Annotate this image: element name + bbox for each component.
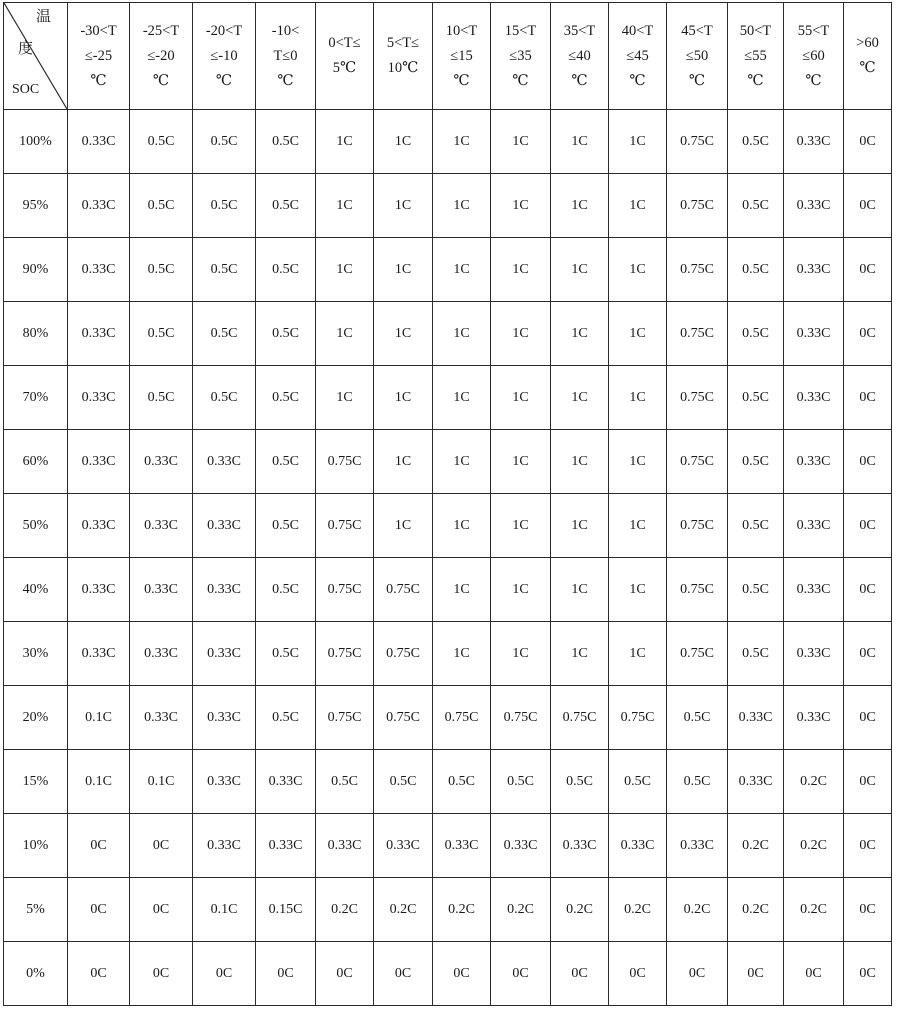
soc-cell: 80% xyxy=(4,302,68,366)
rate-cell: 0.5C xyxy=(667,750,728,814)
rate-cell: 1C xyxy=(433,494,491,558)
column-header-line: ≤40 xyxy=(568,47,591,64)
rate-cell: 0.5C xyxy=(193,302,256,366)
rate-cell: 0.33C xyxy=(784,558,844,622)
rate-cell: 0C xyxy=(68,942,130,1006)
rate-cell: 0C xyxy=(844,558,892,622)
rate-cell: 0.5C xyxy=(728,174,784,238)
column-header-10 xyxy=(609,3,667,110)
rate-cell: 0.75C xyxy=(609,686,667,750)
rate-cell: 0C xyxy=(844,494,892,558)
rate-cell: 0C xyxy=(130,878,193,942)
rate-cell: 0.2C xyxy=(784,814,844,878)
soc-cell: 20% xyxy=(4,686,68,750)
rate-cell: 0.2C xyxy=(667,878,728,942)
rate-cell: 1C xyxy=(374,430,433,494)
rate-cell: 1C xyxy=(609,174,667,238)
rate-cell: 0.75C xyxy=(433,686,491,750)
column-header-3 xyxy=(193,3,256,110)
column-header-line: 40<T xyxy=(621,22,654,39)
rate-cell: 1C xyxy=(551,302,609,366)
rate-cell: 0.75C xyxy=(667,494,728,558)
rate-cell: 0.33C xyxy=(130,686,193,750)
soc-cell: 100% xyxy=(4,110,68,174)
soc-cell: 60% xyxy=(4,430,68,494)
rate-cell: 1C xyxy=(433,430,491,494)
table-row xyxy=(4,814,892,878)
rate-cell: 0.5C xyxy=(728,430,784,494)
rate-cell: 0C xyxy=(844,366,892,430)
rate-cell: 0.2C xyxy=(551,878,609,942)
table-row xyxy=(4,174,892,238)
rate-cell: 0.5C xyxy=(256,622,316,686)
rate-cell: 0C xyxy=(130,814,193,878)
rate-cell: 1C xyxy=(433,302,491,366)
rate-cell: 0C xyxy=(844,686,892,750)
rate-cell: 0.33C xyxy=(609,814,667,878)
rate-cell: 0C xyxy=(844,430,892,494)
rate-cell: 0.33C xyxy=(784,686,844,750)
rate-cell: 0.5C xyxy=(728,622,784,686)
rate-cell: 0C xyxy=(551,942,609,1006)
soc-cell: 15% xyxy=(4,750,68,814)
rate-cell: 0.5C xyxy=(256,302,316,366)
rate-cell: 1C xyxy=(433,558,491,622)
column-header-line: T≤0 xyxy=(273,47,298,64)
rate-cell: 0.33C xyxy=(784,430,844,494)
rate-cell: 0.75C xyxy=(667,366,728,430)
rate-cell: 0.5C xyxy=(130,302,193,366)
rate-cell: 1C xyxy=(551,622,609,686)
rate-cell: 0.33C xyxy=(193,750,256,814)
column-header-line: ℃ xyxy=(512,72,529,89)
table-row xyxy=(4,494,892,558)
rate-cell: 0.2C xyxy=(316,878,374,942)
column-header-line: ℃ xyxy=(571,72,588,89)
soc-cell: 5% xyxy=(4,878,68,942)
rate-cell: 0C xyxy=(784,942,844,1006)
table-row xyxy=(4,110,892,174)
rate-cell: 0C xyxy=(844,110,892,174)
column-header-line: ≤45 xyxy=(626,47,649,64)
rate-cell: 0C xyxy=(844,942,892,1006)
rate-cell: 1C xyxy=(491,558,551,622)
column-header-7 xyxy=(433,3,491,110)
rate-cell: 1C xyxy=(374,238,433,302)
table-row xyxy=(4,878,892,942)
column-header-line: ≤-20 xyxy=(147,47,175,64)
rate-cell: 0.75C xyxy=(374,558,433,622)
rate-cell: 0.75C xyxy=(667,302,728,366)
rate-cell: 1C xyxy=(609,110,667,174)
column-header-line: >60 xyxy=(856,35,879,51)
column-header-line: ℃ xyxy=(453,72,470,89)
rate-cell: 0.75C xyxy=(316,686,374,750)
column-header-line: ℃ xyxy=(215,72,233,89)
rate-cell: 0C xyxy=(844,750,892,814)
rate-cell: 0.33C xyxy=(374,814,433,878)
column-header-line: ℃ xyxy=(277,72,294,89)
column-header-line: 55<T xyxy=(797,22,830,39)
rate-cell: 0.5C xyxy=(130,238,193,302)
column-header-11 xyxy=(667,3,728,110)
rate-cell: 0.33C xyxy=(784,110,844,174)
rate-cell: 1C xyxy=(609,622,667,686)
column-header-line: ≤55 xyxy=(744,47,767,64)
rate-cell: 0.5C xyxy=(433,750,491,814)
rate-cell: 0.75C xyxy=(667,622,728,686)
table-row xyxy=(4,558,892,622)
column-header-4 xyxy=(256,3,316,110)
column-header-line: -10< xyxy=(271,22,300,39)
rate-cell: 1C xyxy=(433,238,491,302)
soc-cell: 90% xyxy=(4,238,68,302)
rate-cell: 0.5C xyxy=(256,238,316,302)
rate-cell: 0.5C xyxy=(256,366,316,430)
rate-cell: 0.1C xyxy=(68,750,130,814)
column-header-line: 35<T xyxy=(563,22,596,39)
charge-rate-table xyxy=(3,2,892,1006)
rate-cell: 0.75C xyxy=(316,430,374,494)
rate-cell: 0.2C xyxy=(728,814,784,878)
corner-label-temperature-1: 温 xyxy=(35,7,51,25)
table-row xyxy=(4,750,892,814)
rate-cell: 0.33C xyxy=(68,238,130,302)
column-header-line: ℃ xyxy=(747,72,764,89)
column-header-line: ≤50 xyxy=(685,47,709,64)
rate-cell: 1C xyxy=(491,302,551,366)
rate-cell: 0.75C xyxy=(667,110,728,174)
rate-cell: 0.5C xyxy=(374,750,433,814)
rate-cell: 0.33C xyxy=(316,814,374,878)
rate-cell: 0.5C xyxy=(130,110,193,174)
column-header-6 xyxy=(374,3,433,110)
column-header-line: 5<T≤ xyxy=(386,35,420,51)
rate-cell: 1C xyxy=(609,494,667,558)
rate-cell: 0.33C xyxy=(784,302,844,366)
rate-cell: 0.33C xyxy=(551,814,609,878)
rate-cell: 0.33C xyxy=(728,686,784,750)
rate-cell: 1C xyxy=(491,110,551,174)
rate-cell: 0.5C xyxy=(491,750,551,814)
rate-cell: 0.5C xyxy=(130,366,193,430)
rate-cell: 0.5C xyxy=(551,750,609,814)
table-row xyxy=(4,238,892,302)
corner-label-soc: SOC xyxy=(12,82,40,97)
rate-cell: 1C xyxy=(316,110,374,174)
rate-cell: 0.33C xyxy=(256,814,316,878)
rate-cell: 1C xyxy=(609,238,667,302)
rate-cell: 0.33C xyxy=(784,174,844,238)
table-row xyxy=(4,622,892,686)
rate-cell: 0C xyxy=(130,942,193,1006)
table-body xyxy=(4,110,892,1006)
rate-cell: 0.5C xyxy=(667,686,728,750)
rate-cell: 0.75C xyxy=(551,686,609,750)
column-header-12 xyxy=(728,3,784,110)
rate-cell: 1C xyxy=(491,366,551,430)
rate-cell: 0.33C xyxy=(130,558,193,622)
rate-cell: 0.75C xyxy=(316,494,374,558)
rate-cell: 0.1C xyxy=(193,878,256,942)
soc-cell: 95% xyxy=(4,174,68,238)
column-header-line: -20<T xyxy=(205,22,243,39)
rate-cell: 0.75C xyxy=(316,622,374,686)
table-row xyxy=(4,430,892,494)
column-header-line: ℃ xyxy=(90,72,107,89)
rate-cell: 0.75C xyxy=(374,686,433,750)
column-header-line: ≤-25 xyxy=(84,47,113,64)
column-header-1 xyxy=(68,3,130,110)
rate-cell: 1C xyxy=(491,430,551,494)
rate-cell: 1C xyxy=(609,558,667,622)
rate-cell: 1C xyxy=(374,366,433,430)
rate-cell: 0C xyxy=(667,942,728,1006)
rate-cell: 0.5C xyxy=(256,110,316,174)
rate-cell: 0.33C xyxy=(784,622,844,686)
rate-cell: 0C xyxy=(374,942,433,1006)
rate-cell: 0.5C xyxy=(256,494,316,558)
rate-cell: 0C xyxy=(609,942,667,1006)
rate-cell: 0.33C xyxy=(193,430,256,494)
rate-cell: 0.33C xyxy=(68,110,130,174)
rate-cell: 1C xyxy=(433,110,491,174)
column-header-line: ℃ xyxy=(688,72,706,89)
rate-cell: 1C xyxy=(551,110,609,174)
rate-cell: 0.2C xyxy=(609,878,667,942)
rate-cell: 0.33C xyxy=(193,622,256,686)
column-header-9 xyxy=(551,3,609,110)
rate-cell: 1C xyxy=(551,174,609,238)
column-header-line: 45<T xyxy=(681,22,713,39)
rate-cell: 1C xyxy=(491,622,551,686)
column-header-line: ≤-10 xyxy=(210,47,238,64)
rate-cell: 0.5C xyxy=(256,686,316,750)
rate-cell: 0C xyxy=(844,302,892,366)
column-header-line: ℃ xyxy=(629,72,646,89)
rate-cell: 0.2C xyxy=(491,878,551,942)
rate-cell: 0.33C xyxy=(68,366,130,430)
column-header-line: ℃ xyxy=(859,60,876,76)
soc-cell: 70% xyxy=(4,366,68,430)
rate-cell: 0C xyxy=(68,878,130,942)
column-header-13 xyxy=(784,3,844,110)
rate-cell: 1C xyxy=(609,302,667,366)
soc-cell: 0% xyxy=(4,942,68,1006)
rate-cell: 0.33C xyxy=(130,622,193,686)
rate-cell: 0.5C xyxy=(728,558,784,622)
rate-cell: 0.33C xyxy=(68,558,130,622)
corner-header-cell xyxy=(4,3,68,110)
rate-cell: 0.2C xyxy=(374,878,433,942)
rate-cell: 1C xyxy=(609,430,667,494)
column-header-line: ℃ xyxy=(152,72,170,89)
corner-label-temperature-2: 度 xyxy=(18,39,34,57)
column-header-line: 50<T xyxy=(739,22,772,39)
column-header-line: -25<T xyxy=(142,22,180,39)
rate-cell: 0.33C xyxy=(193,686,256,750)
column-header-2 xyxy=(130,3,193,110)
soc-cell: 10% xyxy=(4,814,68,878)
rate-cell: 0.2C xyxy=(433,878,491,942)
rate-cell: 0.33C xyxy=(784,494,844,558)
rate-cell: 0.33C xyxy=(130,430,193,494)
rate-cell: 0.33C xyxy=(193,814,256,878)
table-row xyxy=(4,366,892,430)
table-row xyxy=(4,686,892,750)
rate-cell: 1C xyxy=(316,302,374,366)
rate-cell: 0.2C xyxy=(784,878,844,942)
column-header-line: 5℃ xyxy=(332,60,357,76)
rate-cell: 1C xyxy=(374,110,433,174)
column-header-line: ≤35 xyxy=(509,47,532,64)
header-row xyxy=(4,3,892,110)
rate-cell: 0C xyxy=(844,814,892,878)
rate-cell: 0C xyxy=(844,878,892,942)
rate-cell: 0.33C xyxy=(68,174,130,238)
rate-cell: 0C xyxy=(68,814,130,878)
rate-cell: 0.1C xyxy=(130,750,193,814)
rate-cell: 0.5C xyxy=(728,494,784,558)
rate-cell: 0C xyxy=(193,942,256,1006)
table-row xyxy=(4,942,892,1006)
rate-cell: 1C xyxy=(316,238,374,302)
rate-cell: 0.5C xyxy=(728,366,784,430)
rate-cell: 0C xyxy=(844,238,892,302)
rate-cell: 1C xyxy=(316,174,374,238)
rate-cell: 0.5C xyxy=(193,174,256,238)
rate-cell: 0.33C xyxy=(256,750,316,814)
rate-cell: 0.33C xyxy=(784,366,844,430)
rate-cell: 0.5C xyxy=(193,238,256,302)
rate-cell: 0.75C xyxy=(667,430,728,494)
rate-cell: 1C xyxy=(551,366,609,430)
soc-cell: 30% xyxy=(4,622,68,686)
soc-cell: 50% xyxy=(4,494,68,558)
rate-cell: 0.33C xyxy=(68,302,130,366)
rate-cell: 0C xyxy=(316,942,374,1006)
rate-cell: 0.5C xyxy=(728,110,784,174)
column-header-line: ≤60 xyxy=(802,47,825,64)
rate-cell: 0.5C xyxy=(256,430,316,494)
rate-cell: 0.1C xyxy=(68,686,130,750)
rate-cell: 0.75C xyxy=(374,622,433,686)
rate-cell: 0.75C xyxy=(667,558,728,622)
rate-cell: 0.15C xyxy=(256,878,316,942)
column-header-14 xyxy=(844,3,892,110)
rate-cell: 0.5C xyxy=(130,174,193,238)
rate-cell: 0C xyxy=(433,942,491,1006)
rate-cell: 0.33C xyxy=(193,494,256,558)
column-header-line: 10℃ xyxy=(387,60,419,76)
charge-rate-table-container xyxy=(3,2,892,1006)
column-header-line: 10<T xyxy=(445,22,478,39)
rate-cell: 0C xyxy=(256,942,316,1006)
rate-cell: 1C xyxy=(551,238,609,302)
rate-cell: 0C xyxy=(844,174,892,238)
rate-cell: 1C xyxy=(491,494,551,558)
rate-cell: 0.33C xyxy=(68,494,130,558)
rate-cell: 1C xyxy=(316,366,374,430)
rate-cell: 0.33C xyxy=(728,750,784,814)
rate-cell: 0.33C xyxy=(68,430,130,494)
soc-cell: 40% xyxy=(4,558,68,622)
rate-cell: 1C xyxy=(433,366,491,430)
rate-cell: 1C xyxy=(374,174,433,238)
rate-cell: 1C xyxy=(433,622,491,686)
rate-cell: 0.33C xyxy=(784,238,844,302)
rate-cell: 0.5C xyxy=(193,366,256,430)
rate-cell: 0.75C xyxy=(667,238,728,302)
rate-cell: 0.5C xyxy=(256,558,316,622)
column-header-line: -30<T xyxy=(80,22,117,39)
rate-cell: 0C xyxy=(844,622,892,686)
rate-cell: 0.33C xyxy=(667,814,728,878)
rate-cell: 0.5C xyxy=(728,302,784,366)
rate-cell: 0C xyxy=(491,942,551,1006)
column-header-line: 0<T≤ xyxy=(328,35,361,51)
rate-cell: 1C xyxy=(433,174,491,238)
rate-cell: 1C xyxy=(551,558,609,622)
rate-cell: 0.2C xyxy=(728,878,784,942)
rate-cell: 0.75C xyxy=(667,174,728,238)
rate-cell: 0.5C xyxy=(193,110,256,174)
rate-cell: 0.5C xyxy=(316,750,374,814)
rate-cell: 1C xyxy=(551,430,609,494)
rate-cell: 1C xyxy=(374,302,433,366)
rate-cell: 0.5C xyxy=(609,750,667,814)
rate-cell: 0.33C xyxy=(491,814,551,878)
rate-cell: 0.2C xyxy=(784,750,844,814)
column-header-line: 15<T xyxy=(504,22,537,39)
rate-cell: 0.75C xyxy=(491,686,551,750)
rate-cell: 0.33C xyxy=(68,622,130,686)
rate-cell: 0.5C xyxy=(256,174,316,238)
rate-cell: 0.75C xyxy=(316,558,374,622)
column-header-line: ℃ xyxy=(805,72,822,89)
rate-cell: 1C xyxy=(551,494,609,558)
column-header-8 xyxy=(491,3,551,110)
rate-cell: 1C xyxy=(491,174,551,238)
rate-cell: 0C xyxy=(728,942,784,1006)
column-header-5 xyxy=(316,3,374,110)
rate-cell: 1C xyxy=(374,494,433,558)
rate-cell: 1C xyxy=(609,366,667,430)
rate-cell: 0.33C xyxy=(130,494,193,558)
rate-cell: 0.33C xyxy=(433,814,491,878)
column-header-line: ≤15 xyxy=(450,47,473,64)
rate-cell: 1C xyxy=(491,238,551,302)
table-row xyxy=(4,302,892,366)
rate-cell: 0.33C xyxy=(193,558,256,622)
rate-cell: 0.5C xyxy=(728,238,784,302)
